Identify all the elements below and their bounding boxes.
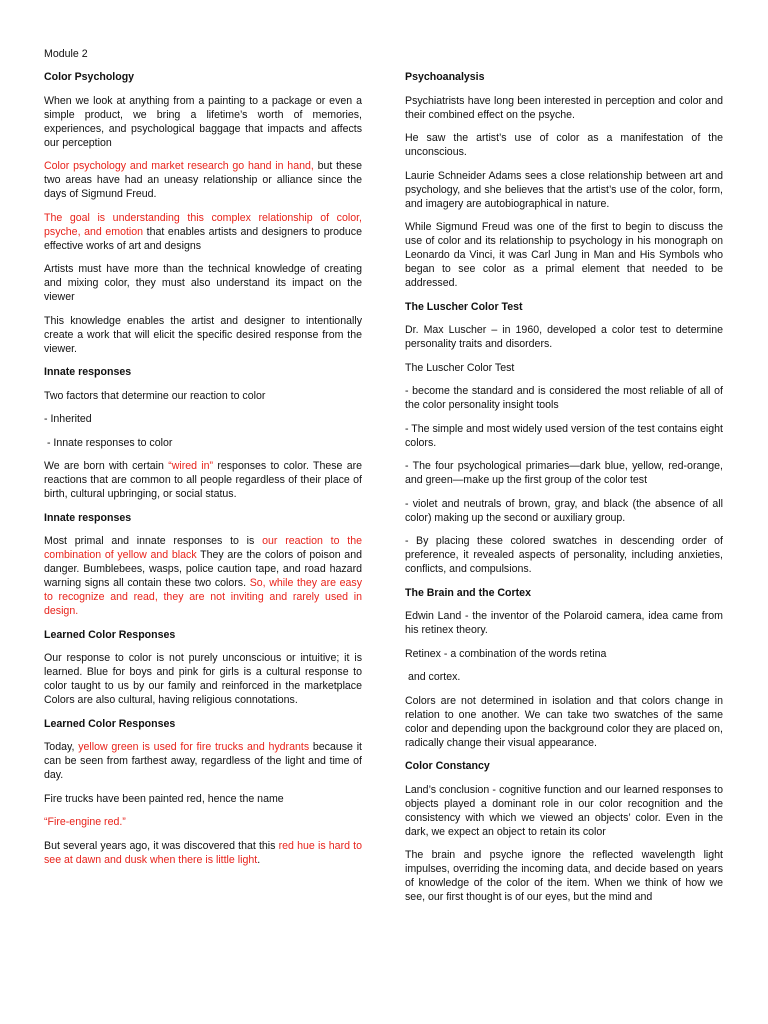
paragraph-artists: Artists must have more than the technical knowledge of creating and mixing color, they must also understand its impact on the viewer [44,263,362,303]
heading-luscher-test: The Luscher Color Test [405,300,523,313]
paragraph-today-rest: because it can be seen from farthest away, regardless of the light and time of day. [44,741,363,781]
paragraph-learned: Our response to color is not purely unconscious or intuitive; it is learned. Blue for boys and pink for girls is a cultural response to color taught to us by our family and reinforced in the marketplace Colors are also cultural, having religious connotations. [44,652,362,706]
list-item-innate-responses: - Innate responses to color [44,436,173,449]
paragraph-today [44,740,362,782]
paragraph-cortex: and cortex. [405,671,461,683]
paragraph-goal [44,211,362,253]
paragraph-market-research [44,159,362,201]
paragraph-luscher-test: The Luscher Color Test [405,361,515,374]
heading-learned-responses: Learned Color Responses [44,628,176,641]
paragraph-colors-relation: Colors are not determined in isolation and that colors change in relation to one another. We can take two swatches of the same color and depending upon the background color they are placed on, radically change their visual appearance. [405,694,723,749]
list-item-standard: - become the standard and is considered the most reliable of all of the color personality insight tools [405,385,723,411]
paragraph-knowledge: This knowledge enables the artist and designer to intentionally create a work that will elicit the specific desired response from the viewer. [44,314,362,355]
heading-color-psychology: Color Psychology [44,71,135,83]
paragraph-retinex: Retinex - a combination of the words retina [405,647,607,660]
paragraph-laurie-adams: Laurie Schneider Adams sees a close relationship between art and psychology, and she believes that the artist’s use of the color, form, and imagery are autobiographical in nature. [405,169,723,210]
paragraph-market-research-rest: but these two areas have had an uneasy relationship or alliance since the days of Sigmund Freud. [44,160,362,200]
paragraph-intro: When we look at anything from a painting to a package or even a simple product, we bring a lifetime’s worth of memories, experiences, and psychological baggage that impacts and affects our perception [44,94,362,149]
highlight-yellow-black: our reaction to the combination of yellow and black [44,535,362,561]
heading-psychoanalysis: Psychoanalysis [405,71,485,83]
highlight-red-hue: red hue is hard to see at dawn and dusk when there is little light [44,839,362,866]
paragraph-wired-in [44,459,362,501]
paragraph-brain-psyche: The brain and psyche ignore the reflected wavelength light impulses, overriding the incoming data, and decide based on years of knowledge of the color of the item. When we think of how we see, our first thought is of our eyes, but the mind and [405,849,723,903]
heading-innate-responses-2: Innate responses [44,511,132,524]
heading-color-constancy: Color Constancy [405,760,490,772]
paragraph-wired-in-pre: We are born with certain [44,460,169,472]
highlight-wired-in: “wired in” [168,460,214,472]
paragraph-primal-mid: They are the colors of poison and danger. Bumblebees, wasps, police caution tape, and road hazard warning signs all contain these two colors. [44,549,362,589]
paragraph-freud-jung: While Sigmund Freud was one of the first to begin to discuss the use of color and its relationship to psychology in his monograph on Leonardo da Vinci, it was Carl Jung in Man and His Symbols who began to see color as a primal element that needed to be addressed. [405,221,723,289]
highlight-market-research: Color psychology and market research go hand in hand, [44,160,314,172]
paragraph-max-luscher: Dr. Max Luscher – in 1960, developed a color test to determine personality traits and disorders. [405,324,723,350]
module-label: Module 2 [44,48,88,60]
paragraph-edwin-land: Edwin Land - the inventor of the Polaroid camera, idea came from his retinex theory. [405,610,723,636]
list-item-four-primaries: - The four psychological primaries—dark blue, yellow, red-orange, and green—make up the first group of the color test [405,460,723,486]
paragraph-several-years-end: . [257,853,261,866]
list-item-violet-neutrals: - violet and neutrals of brown, gray, and black (the absence of all color) making up the second or auxiliary group. [405,497,723,524]
highlight-goal: The goal is understanding this complex relationship of color, psyche, and emotion [44,211,362,238]
left-column [44,70,362,876]
list-item-inherited: - Inherited [44,413,92,425]
paragraph-primal [44,534,362,618]
paragraph-goal-rest: that enables artists and designers to produce effective works of art and designs [44,225,362,252]
list-item-placing-swatches: - By placing these colored swatches in descending order of preference, it revealed aspects of personality, including anxieties, conflicts, and compulsions. [405,535,723,575]
heading-innate-responses: Innate responses [44,366,132,378]
paragraph-artist-color: He saw the artist’s use of color as a manifestation of the unconscious. [405,132,723,158]
heading-learned-responses-2: Learned Color Responses [44,717,176,730]
highlight-not-inviting: So, while they are easy to recognize and read, they are not inviting and rarely used in design. [44,577,363,617]
paragraph-land-conclusion: Land’s conclusion - cognitive function and our learned responses to objects played a dominant role in our color recognition and the consistency with which we viewed an objects’ color. Even in the dark, we expect an object to retain its color [405,783,723,838]
paragraph-primal-pre: Most primal and innate responses to is [44,535,263,547]
paragraph-psychiatrists: Psychiatrists have long been interested in perception and color and their combined effect on the psyche. [405,94,723,121]
right-column [405,70,723,914]
paragraph-several-years-pre: But several years ago, it was discovered that this [44,839,279,852]
paragraph-wired-in-rest: responses to color. These are reactions that are common to all people regardless of their place of birth, cultural upbringing, or social status. [44,460,363,500]
paragraph-today-pre: Today, [44,741,79,753]
highlight-fire-engine-red: “Fire-engine red.” [44,816,126,828]
list-item-simple-version: - The simple and most widely used version of the test contains eight colors. [405,422,723,449]
highlight-yellow-green: yellow green is used for fire trucks and hydrants [78,741,310,753]
paragraph-two-factors: Two factors that determine our reaction to color [44,389,266,402]
paragraph-several-years [44,839,362,867]
heading-brain-cortex: The Brain and the Cortex [405,586,531,599]
paragraph-fire-trucks: Fire trucks have been painted red, hence the name [44,792,284,805]
